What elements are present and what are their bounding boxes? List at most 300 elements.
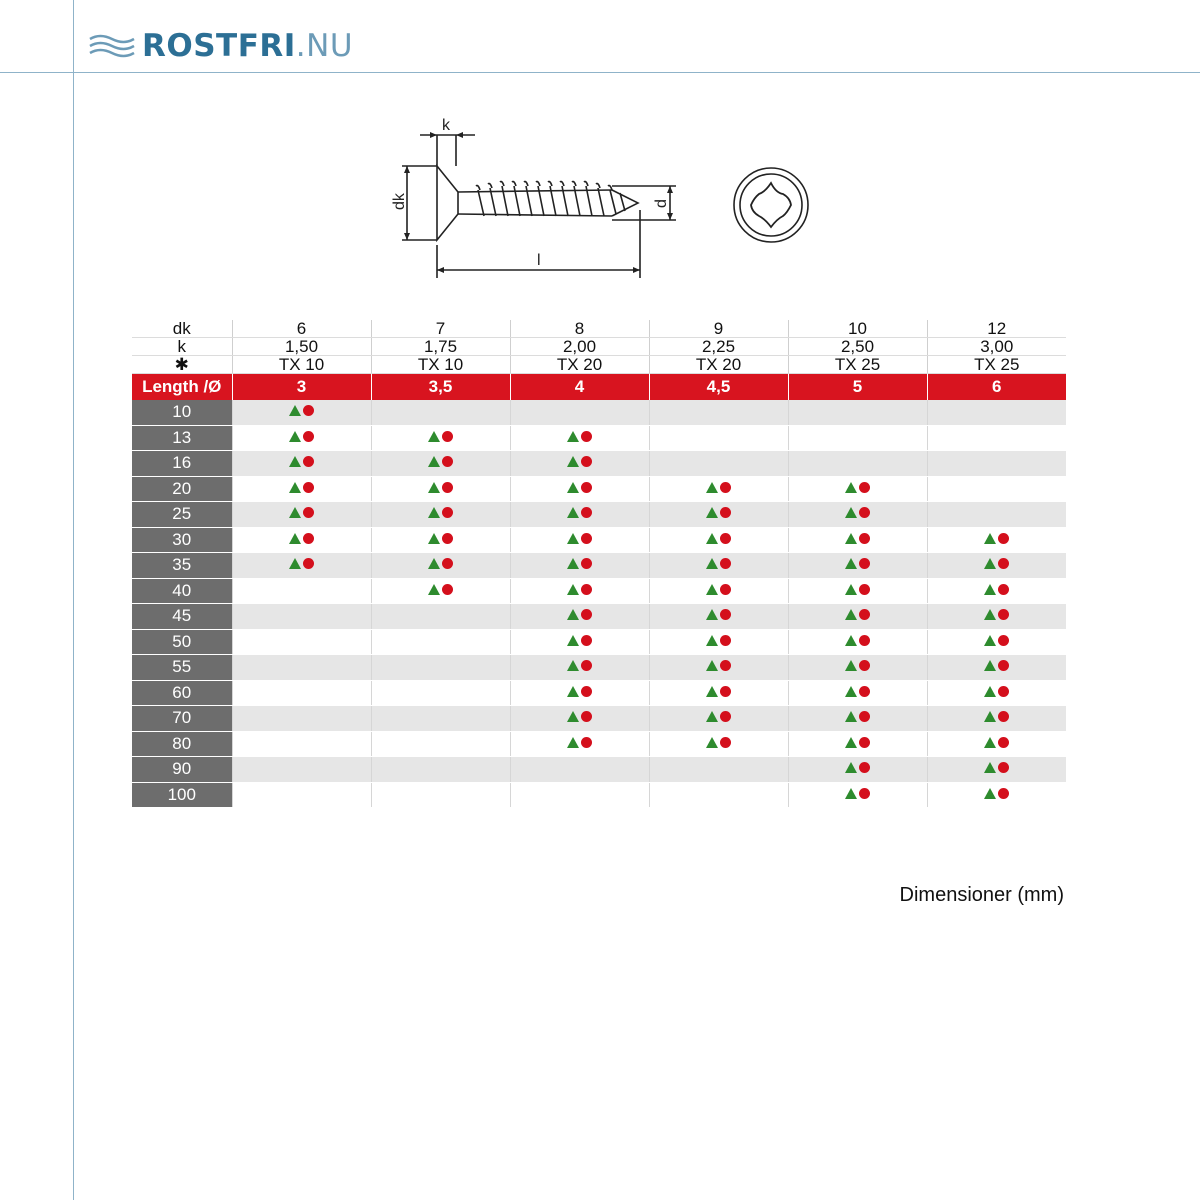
availability-mark (984, 711, 1009, 722)
availability-mark (845, 660, 870, 671)
availability-cell (232, 502, 371, 528)
availability-cell (649, 629, 788, 655)
red-dot-icon (581, 660, 592, 671)
green-triangle-icon (567, 482, 579, 493)
diameter-header-cell: 4,5 (649, 374, 788, 401)
red-dot-icon (303, 431, 314, 442)
red-dot-icon (581, 686, 592, 697)
red-dot-icon (998, 686, 1009, 697)
availability-mark (984, 788, 1009, 799)
red-dot-icon (581, 482, 592, 493)
brand-name-tld: .NU (295, 28, 354, 64)
availability-cell (371, 680, 510, 706)
availability-cell (371, 553, 510, 579)
availability-mark (567, 609, 592, 620)
red-dot-icon (859, 660, 870, 671)
green-triangle-icon (845, 507, 857, 518)
availability-mark (984, 737, 1009, 748)
availability-mark (428, 482, 453, 493)
red-dot-icon (720, 558, 731, 569)
table-row (132, 782, 1066, 808)
red-dot-icon (442, 507, 453, 518)
green-triangle-icon (567, 431, 579, 442)
red-dot-icon (303, 405, 314, 416)
availability-cell (510, 425, 649, 451)
length-cell: 100 (132, 782, 232, 808)
green-triangle-icon (984, 686, 996, 697)
spec-header-value: 6 (232, 320, 371, 338)
brand-name (142, 28, 353, 64)
availability-mark (289, 431, 314, 442)
availability-cell (510, 629, 649, 655)
availability-cell (510, 527, 649, 553)
availability-cell (788, 578, 927, 604)
availability-mark (289, 558, 314, 569)
brand-logo[interactable] (88, 28, 353, 64)
availability-cell (232, 400, 371, 425)
availability-mark (845, 584, 870, 595)
table-row (132, 680, 1066, 706)
red-dot-icon (998, 533, 1009, 544)
red-dot-icon (581, 558, 592, 569)
availability-mark (567, 635, 592, 646)
availability-mark (845, 507, 870, 518)
spec-header-value: 12 (927, 320, 1066, 338)
red-dot-icon (303, 507, 314, 518)
red-dot-icon (581, 431, 592, 442)
red-dot-icon (859, 482, 870, 493)
green-triangle-icon (845, 609, 857, 620)
length-cell: 55 (132, 655, 232, 681)
red-dot-icon (581, 737, 592, 748)
length-cell: 13 (132, 425, 232, 451)
availability-cell (371, 706, 510, 732)
table-row (132, 527, 1066, 553)
table-row (132, 604, 1066, 630)
availability-mark (428, 431, 453, 442)
availability-cell (927, 655, 1066, 681)
green-triangle-icon (706, 533, 718, 544)
table-row (132, 400, 1066, 425)
availability-cell (649, 451, 788, 477)
diagram-label-dk: dk (391, 193, 408, 210)
availability-cell (927, 425, 1066, 451)
availability-mark (428, 507, 453, 518)
spec-header-label: k (132, 338, 232, 356)
availability-mark (428, 558, 453, 569)
spec-header-value: TX 20 (510, 356, 649, 374)
green-triangle-icon (984, 558, 996, 569)
green-triangle-icon (706, 507, 718, 518)
availability-cell (649, 578, 788, 604)
red-dot-icon (581, 711, 592, 722)
table-row (132, 553, 1066, 579)
availability-mark (845, 635, 870, 646)
availability-cell (371, 527, 510, 553)
availability-cell (927, 451, 1066, 477)
availability-cell (788, 629, 927, 655)
green-triangle-icon (706, 482, 718, 493)
page-border-vertical (73, 0, 74, 1200)
length-cell: 60 (132, 680, 232, 706)
availability-cell (788, 782, 927, 808)
green-triangle-icon (706, 686, 718, 697)
availability-cell (788, 706, 927, 732)
red-dot-icon (859, 507, 870, 518)
availability-cell (788, 553, 927, 579)
spec-header-value: TX 10 (232, 356, 371, 374)
green-triangle-icon (984, 711, 996, 722)
availability-cell (510, 400, 649, 425)
availability-mark (428, 584, 453, 595)
availability-cell (232, 578, 371, 604)
availability-mark (984, 660, 1009, 671)
availability-cell (510, 731, 649, 757)
table-row (132, 655, 1066, 681)
availability-cell (510, 451, 649, 477)
green-triangle-icon (845, 660, 857, 671)
green-triangle-icon (845, 482, 857, 493)
length-cell: 10 (132, 400, 232, 425)
availability-mark (706, 482, 731, 493)
availability-cell (649, 655, 788, 681)
availability-mark (706, 609, 731, 620)
length-cell: 70 (132, 706, 232, 732)
availability-cell (510, 655, 649, 681)
red-dot-icon (303, 558, 314, 569)
availability-cell (371, 604, 510, 630)
green-triangle-icon (428, 533, 440, 544)
length-cell: 25 (132, 502, 232, 528)
availability-mark (706, 686, 731, 697)
availability-cell (232, 527, 371, 553)
table-row (132, 629, 1066, 655)
green-triangle-icon (428, 507, 440, 518)
red-dot-icon (720, 737, 731, 748)
diameter-header-cell: 3 (232, 374, 371, 401)
availability-cell (649, 757, 788, 783)
green-triangle-icon (845, 558, 857, 569)
availability-mark (845, 711, 870, 722)
availability-mark (289, 482, 314, 493)
red-dot-icon (998, 737, 1009, 748)
availability-mark (706, 558, 731, 569)
red-dot-icon (998, 660, 1009, 671)
spec-header-label: dk (132, 320, 232, 338)
green-triangle-icon (428, 431, 440, 442)
availability-cell (510, 502, 649, 528)
diameter-header-cell: 6 (927, 374, 1066, 401)
waves-icon (88, 31, 136, 61)
availability-cell (927, 527, 1066, 553)
spec-header-value: 9 (649, 320, 788, 338)
availability-cell (510, 757, 649, 783)
availability-cell (649, 400, 788, 425)
availability-cell (927, 476, 1066, 502)
availability-cell (232, 604, 371, 630)
availability-mark (845, 788, 870, 799)
availability-mark (567, 431, 592, 442)
availability-mark (984, 686, 1009, 697)
spec-header-value: TX 20 (649, 356, 788, 374)
red-dot-icon (998, 762, 1009, 773)
spec-header-value: 7 (371, 320, 510, 338)
availability-cell (371, 502, 510, 528)
red-dot-icon (720, 660, 731, 671)
red-dot-icon (442, 482, 453, 493)
availability-cell (927, 782, 1066, 808)
availability-cell (927, 553, 1066, 579)
availability-mark (706, 737, 731, 748)
availability-cell (232, 476, 371, 502)
diameter-header-cell: 4 (510, 374, 649, 401)
availability-mark (706, 635, 731, 646)
red-dot-icon (720, 711, 731, 722)
availability-cell (788, 655, 927, 681)
red-dot-icon (581, 635, 592, 646)
availability-cell (371, 400, 510, 425)
diameter-header-cell: 5 (788, 374, 927, 401)
red-dot-icon (859, 584, 870, 595)
green-triangle-icon (567, 635, 579, 646)
availability-cell (371, 476, 510, 502)
green-triangle-icon (845, 533, 857, 544)
red-dot-icon (442, 558, 453, 569)
availability-cell (927, 706, 1066, 732)
green-triangle-icon (567, 686, 579, 697)
red-dot-icon (859, 635, 870, 646)
length-cell: 50 (132, 629, 232, 655)
table-row (132, 451, 1066, 477)
availability-cell (232, 553, 371, 579)
spec-header-value: 10 (788, 320, 927, 338)
green-triangle-icon (567, 711, 579, 722)
red-dot-icon (581, 456, 592, 467)
red-dot-icon (998, 711, 1009, 722)
green-triangle-icon (706, 660, 718, 671)
availability-mark (567, 660, 592, 671)
red-dot-icon (303, 533, 314, 544)
availability-mark (984, 609, 1009, 620)
green-triangle-icon (289, 456, 301, 467)
availability-mark (567, 584, 592, 595)
availability-mark (706, 533, 731, 544)
availability-cell (927, 731, 1066, 757)
availability-cell (788, 451, 927, 477)
spec-header-value: 2,00 (510, 338, 649, 356)
green-triangle-icon (428, 482, 440, 493)
red-dot-icon (998, 635, 1009, 646)
availability-cell (510, 680, 649, 706)
green-triangle-icon (706, 558, 718, 569)
spec-header-value: 1,75 (371, 338, 510, 356)
availability-mark (845, 558, 870, 569)
page-border-horizontal (0, 72, 1200, 73)
availability-mark (984, 635, 1009, 646)
spec-header-value: 2,50 (788, 338, 927, 356)
spec-header-row (132, 320, 1066, 338)
red-dot-icon (303, 482, 314, 493)
availability-cell (232, 655, 371, 681)
red-dot-icon (859, 533, 870, 544)
availability-mark (845, 609, 870, 620)
availability-cell (371, 757, 510, 783)
availability-cell (371, 782, 510, 808)
green-triangle-icon (984, 762, 996, 773)
brand-name-main: ROSTFRI (142, 28, 296, 64)
spec-header-label: ✱ (132, 356, 232, 374)
availability-mark (428, 533, 453, 544)
green-triangle-icon (567, 584, 579, 595)
availability-cell (649, 782, 788, 808)
availability-mark (428, 456, 453, 467)
green-triangle-icon (289, 533, 301, 544)
green-triangle-icon (984, 660, 996, 671)
availability-cell (927, 629, 1066, 655)
green-triangle-icon (706, 711, 718, 722)
availability-cell (788, 680, 927, 706)
green-triangle-icon (567, 507, 579, 518)
spec-header-value: 8 (510, 320, 649, 338)
table-row (132, 578, 1066, 604)
availability-cell (927, 604, 1066, 630)
availability-cell (788, 731, 927, 757)
availability-mark (567, 507, 592, 518)
red-dot-icon (303, 456, 314, 467)
availability-cell (371, 451, 510, 477)
availability-mark (845, 737, 870, 748)
green-triangle-icon (289, 558, 301, 569)
availability-mark (289, 533, 314, 544)
availability-cell (371, 629, 510, 655)
red-dot-icon (859, 737, 870, 748)
availability-cell (371, 578, 510, 604)
red-dot-icon (442, 456, 453, 467)
screw-diagram (380, 110, 820, 285)
red-dot-icon (859, 686, 870, 697)
red-dot-icon (442, 584, 453, 595)
table-row (132, 502, 1066, 528)
availability-mark (984, 558, 1009, 569)
table-row (132, 706, 1066, 732)
red-dot-icon (720, 584, 731, 595)
availability-cell (927, 400, 1066, 425)
length-cell: 80 (132, 731, 232, 757)
table-row (132, 476, 1066, 502)
spec-header-value: 1,50 (232, 338, 371, 356)
availability-cell (232, 757, 371, 783)
green-triangle-icon (567, 609, 579, 620)
red-dot-icon (581, 533, 592, 544)
green-triangle-icon (428, 584, 440, 595)
availability-cell (232, 680, 371, 706)
availability-cell (232, 782, 371, 808)
dimensions-note: Dimensioner (mm) (899, 884, 1064, 906)
green-triangle-icon (567, 558, 579, 569)
green-triangle-icon (706, 609, 718, 620)
availability-cell (232, 425, 371, 451)
availability-mark (567, 482, 592, 493)
green-triangle-icon (428, 558, 440, 569)
green-triangle-icon (289, 482, 301, 493)
availability-mark (289, 405, 314, 416)
red-dot-icon (581, 609, 592, 620)
diagram-label-d: d (653, 199, 670, 208)
availability-cell (788, 400, 927, 425)
availability-cell (788, 757, 927, 783)
availability-cell (927, 680, 1066, 706)
availability-cell (371, 425, 510, 451)
red-dot-icon (859, 711, 870, 722)
spec-header-value: TX 25 (788, 356, 927, 374)
table-row (132, 425, 1066, 451)
availability-mark (984, 584, 1009, 595)
green-triangle-icon (289, 405, 301, 416)
red-dot-icon (859, 788, 870, 799)
availability-mark (567, 558, 592, 569)
red-dot-icon (859, 558, 870, 569)
diagram-label-l: l (537, 252, 541, 269)
availability-cell (788, 476, 927, 502)
green-triangle-icon (984, 609, 996, 620)
length-diameter-label: Length /Ø (132, 374, 232, 401)
availability-mark (289, 507, 314, 518)
green-triangle-icon (706, 737, 718, 748)
red-dot-icon (720, 635, 731, 646)
red-dot-icon (581, 584, 592, 595)
availability-mark (845, 686, 870, 697)
length-cell: 40 (132, 578, 232, 604)
red-dot-icon (720, 609, 731, 620)
green-triangle-icon (984, 635, 996, 646)
availability-cell (649, 680, 788, 706)
availability-cell (649, 553, 788, 579)
green-triangle-icon (984, 788, 996, 799)
green-triangle-icon (845, 788, 857, 799)
availability-cell (649, 731, 788, 757)
availability-cell (788, 502, 927, 528)
availability-cell (510, 553, 649, 579)
availability-cell (510, 476, 649, 502)
availability-cell (927, 578, 1066, 604)
green-triangle-icon (567, 737, 579, 748)
green-triangle-icon (706, 635, 718, 646)
availability-cell (788, 604, 927, 630)
availability-cell (649, 604, 788, 630)
availability-cell (510, 604, 649, 630)
availability-cell (649, 527, 788, 553)
availability-mark (567, 711, 592, 722)
availability-mark (567, 737, 592, 748)
red-dot-icon (442, 533, 453, 544)
red-dot-icon (859, 762, 870, 773)
availability-cell (788, 425, 927, 451)
availability-cell (649, 706, 788, 732)
green-triangle-icon (706, 584, 718, 595)
green-triangle-icon (845, 711, 857, 722)
green-triangle-icon (984, 533, 996, 544)
availability-cell (232, 629, 371, 655)
green-triangle-icon (984, 584, 996, 595)
availability-mark (845, 533, 870, 544)
availability-mark (845, 762, 870, 773)
green-triangle-icon (567, 456, 579, 467)
availability-mark (567, 686, 592, 697)
torx-star-icon (751, 183, 791, 227)
availability-mark (706, 507, 731, 518)
diameter-header-row (132, 374, 1066, 401)
availability-cell (232, 731, 371, 757)
